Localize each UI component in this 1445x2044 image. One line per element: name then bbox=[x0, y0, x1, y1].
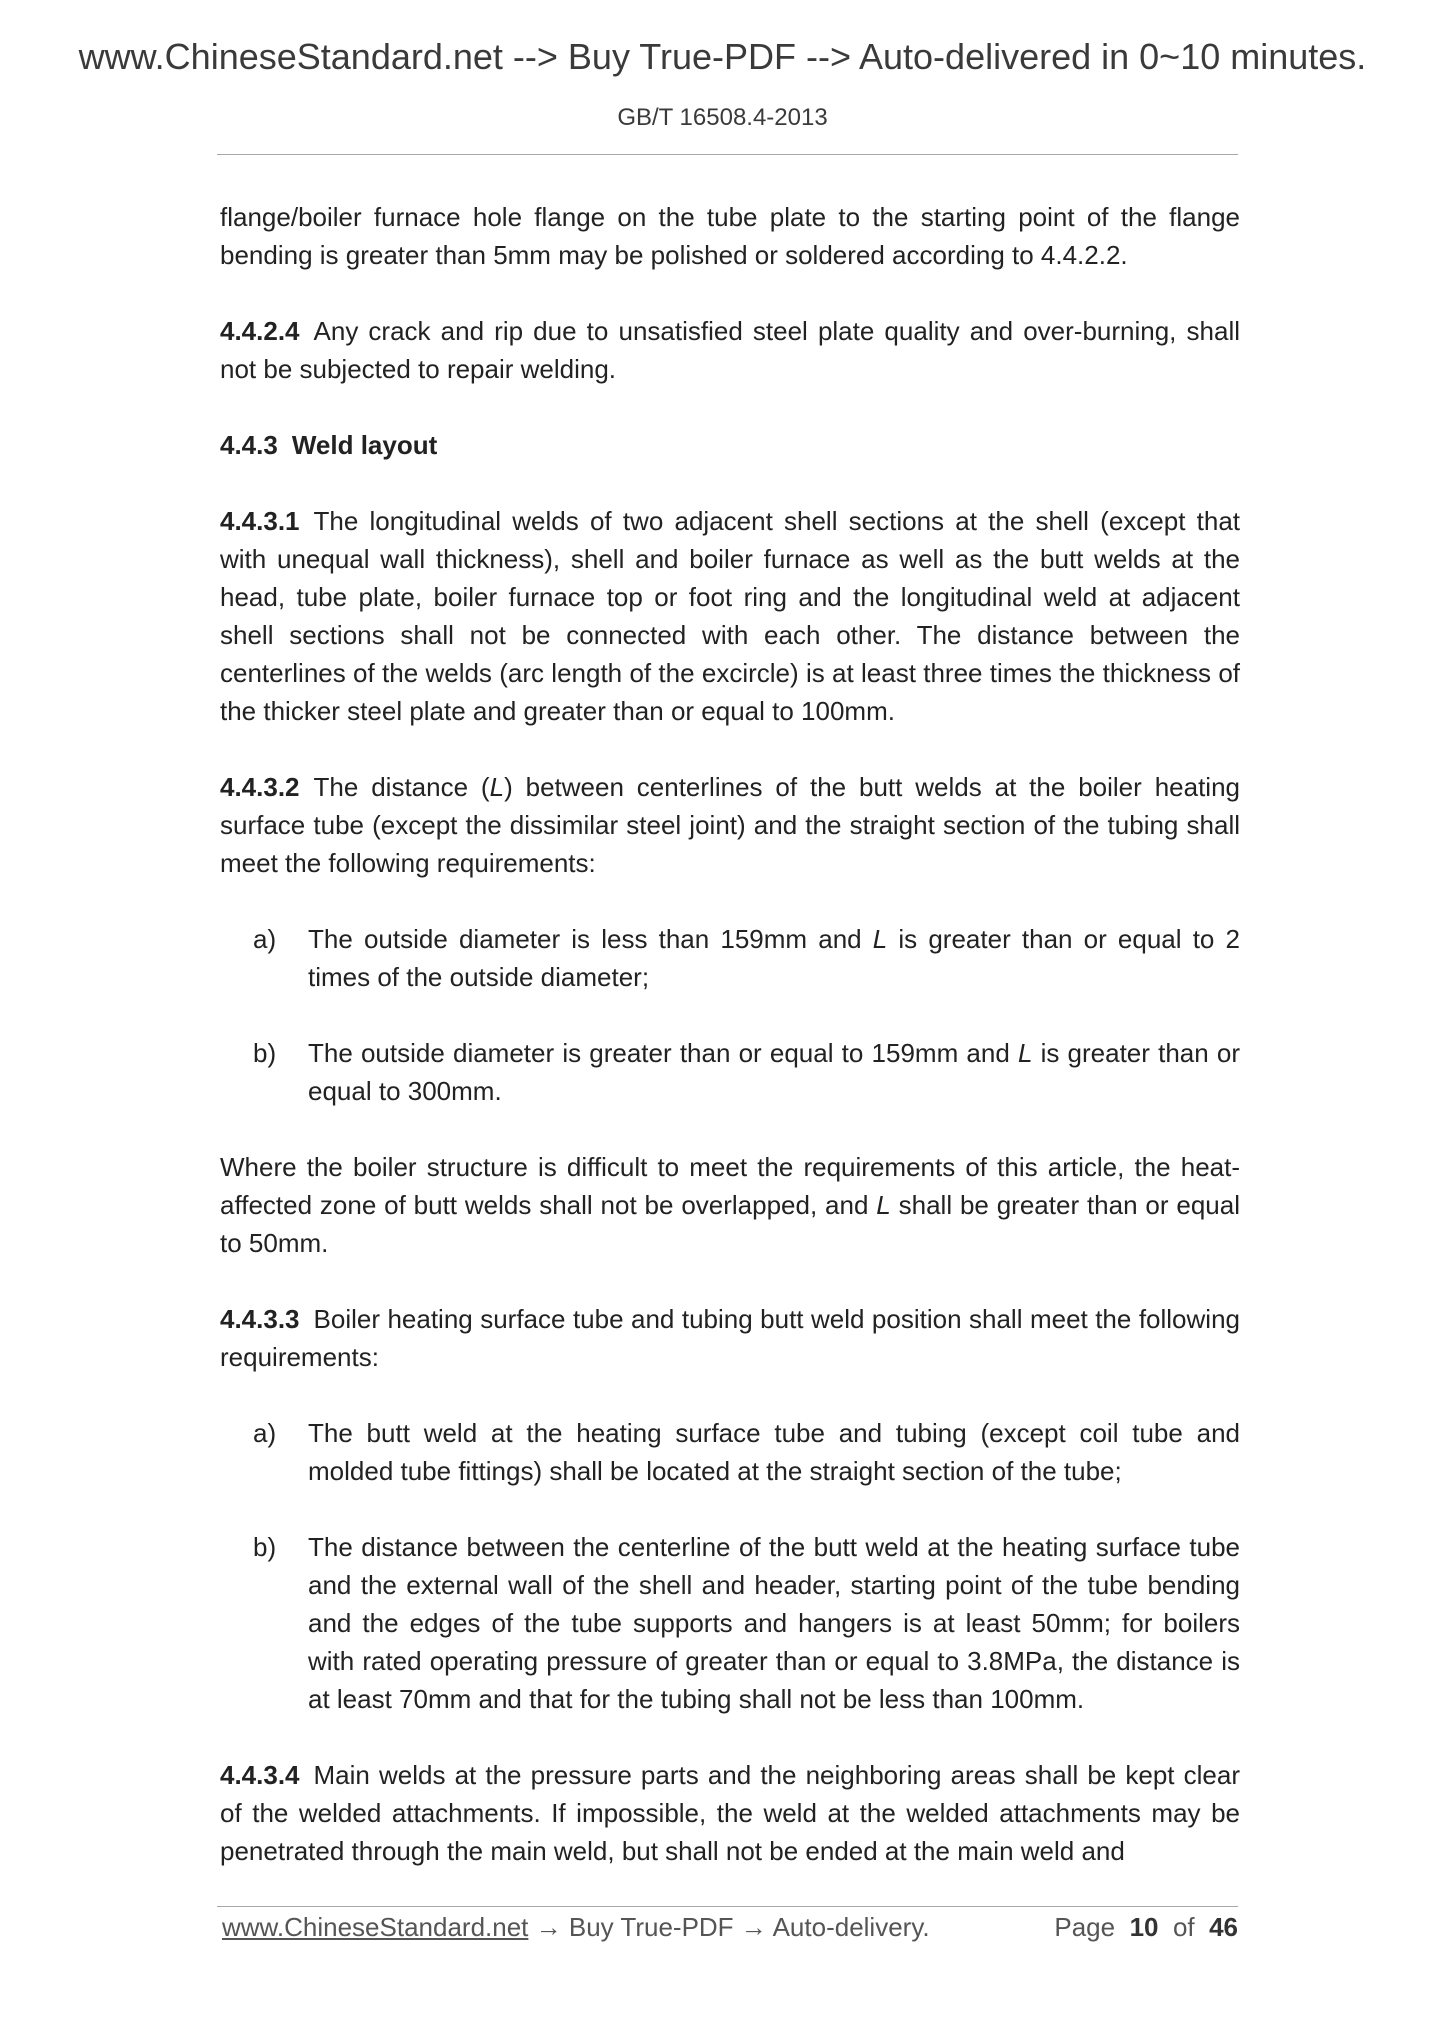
clause-number: 4.4.3.3 bbox=[220, 1304, 300, 1334]
paragraph-continued: flange/boiler furnace hole flange on the tube plate to the starting point of the flange bending is greater than 5mm may be polished or soldered according to 4.4.2.2. bbox=[220, 202, 1240, 270]
variable-l: L bbox=[876, 1190, 891, 1220]
clause-text-post: ) between centerlines of the butt welds at the boiler heating surface tube (except the dissimilar steel joint) and the straight section of the tubing shall meet the following requirements: bbox=[220, 772, 1240, 878]
list-text bbox=[308, 920, 1240, 996]
top-banner: www.ChineseStandard.net --> Buy True-PDF --> Auto-delivered in 0~10 minutes. bbox=[78, 36, 1367, 77]
footer-site-link[interactable]: www.ChineseStandard.net bbox=[222, 1912, 529, 1942]
header-divider bbox=[217, 154, 1238, 155]
page-label: Page bbox=[1054, 1912, 1116, 1942]
clause-number: 4.4.3.2 bbox=[220, 772, 300, 802]
clause-4-4-2-4 bbox=[220, 312, 1240, 388]
section-title: Weld layout bbox=[291, 430, 438, 460]
clause-number: 4.4.2.4 bbox=[220, 316, 300, 346]
list-text-pre: The outside diameter is greater than or equal to 159mm and bbox=[308, 1038, 1018, 1068]
list-text-post: is greater than or equal to 2 times of the outside diameter; bbox=[308, 924, 1241, 992]
list-marker: a) bbox=[253, 1418, 277, 1448]
list-marker: b) bbox=[253, 1038, 277, 1068]
page-indicator bbox=[1054, 1912, 1238, 1943]
list-text-post: is greater than or equal to 300mm. bbox=[308, 1038, 1240, 1106]
list-item-4-4-3-3-b bbox=[220, 1528, 1240, 1718]
paragraph-where bbox=[220, 1148, 1240, 1262]
list-item-4-4-3-2-a bbox=[220, 920, 1240, 996]
variable-l: L bbox=[489, 772, 505, 802]
clause-text: The longitudinal welds of two adjacent shell sections at the shell (except that with unequal wall thickness), shell and boiler furnace as well as the butt welds at the head, tube plate, boiler furnace top or foot ring and the longitudinal weld at adjacent shell sections shall not be connected with each other. The distance between the centerlines of the welds (arc length of the excircle) is at least three times the thickness of the thicker steel plate and greater than or equal to 100mm. bbox=[220, 506, 1240, 726]
clause-text-pre: The distance ( bbox=[313, 772, 490, 802]
variable-l: L bbox=[872, 924, 888, 954]
footer-buy-text: Buy True-PDF bbox=[568, 1912, 734, 1942]
page-total: 46 bbox=[1209, 1912, 1238, 1942]
clause-text: Boiler heating surface tube and tubing butt weld position shall meet the following requirements: bbox=[220, 1304, 1240, 1372]
list-text bbox=[308, 1034, 1240, 1110]
section-number: 4.4.3 bbox=[220, 430, 278, 460]
clause-number: 4.4.3.4 bbox=[220, 1760, 300, 1790]
section-heading-4-4-3 bbox=[220, 426, 1240, 464]
clause-4-4-3-3 bbox=[220, 1300, 1240, 1376]
document-body bbox=[220, 198, 1240, 1870]
clause-4-4-3-4 bbox=[220, 1756, 1240, 1870]
standard-code: GB/T 16508.4-2013 bbox=[617, 104, 828, 131]
footer-auto-text: Auto-delivery. bbox=[772, 1912, 930, 1942]
arrow-icon: → bbox=[528, 1912, 569, 1942]
page-number: 10 bbox=[1129, 1912, 1159, 1942]
of-label: of bbox=[1172, 1912, 1195, 1942]
list-item-4-4-3-2-b bbox=[220, 1034, 1240, 1110]
list-text: The distance between the centerline of the butt weld at the heating surface tube and the external wall of the shell and header, starting point of the tube bending and the edges of the tube supports and hangers is at least 50mm; for boilers with rated operating pressure of greater than or equal to 3.8MPa, the distance is at least 70mm and that for the tubing shall not be less than 100mm. bbox=[308, 1532, 1240, 1714]
arrow-icon: → bbox=[733, 1912, 773, 1942]
list-marker: a) bbox=[253, 924, 277, 954]
footer-divider bbox=[217, 1906, 1238, 1907]
paragraph-text-pre: Where the boiler structure is difficult to meet the requirements of this article, the heat-affected zone of butt welds shall not be overlapped, and bbox=[220, 1152, 1240, 1220]
clause-number: 4.4.3.1 bbox=[220, 506, 300, 536]
footer bbox=[222, 1912, 1238, 1943]
clause-4-4-3-1 bbox=[220, 502, 1240, 730]
list-text-pre: The outside diameter is less than 159mm and bbox=[308, 924, 873, 954]
paragraph-text-post: shall be greater than or equal to 50mm. bbox=[220, 1190, 1241, 1258]
variable-l: L bbox=[1017, 1038, 1033, 1068]
list-item-4-4-3-3-a bbox=[220, 1414, 1240, 1490]
clause-text: Main welds at the pressure parts and the neighboring areas shall be kept clear of the welded attachments. If impossible, the weld at the welded attachments may be penetrated through the main weld, but shall not be ended at the main weld and bbox=[220, 1760, 1240, 1866]
clause-text: Any crack and rip due to unsatisfied steel plate quality and over-burning, shall not be subjected to repair welding. bbox=[220, 316, 1240, 384]
list-text: The butt weld at the heating surface tube and tubing (except coil tube and molded tube fittings) shall be located at the straight section of the tube; bbox=[308, 1418, 1240, 1486]
list-marker: b) bbox=[253, 1532, 277, 1562]
clause-4-4-3-2 bbox=[220, 768, 1240, 882]
